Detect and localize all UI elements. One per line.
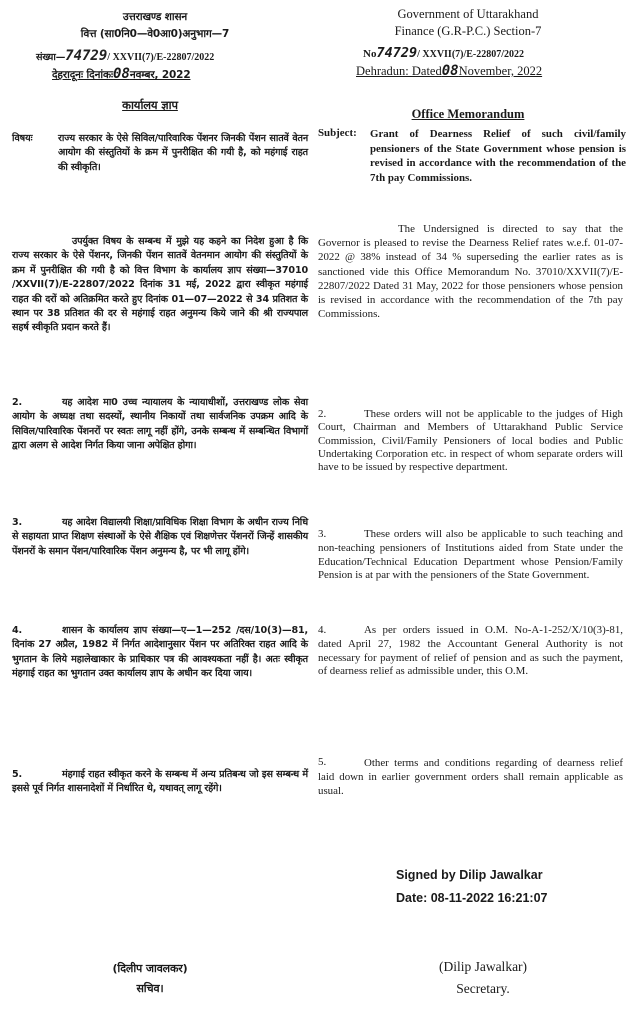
hindi-para-5: मंहगाई राहत स्वीकृत करने के सम्बन्ध में अन्य प्रतिबन्ध जो इस सम्बन्ध में इससे पूर्व निर्गत शासनादेशों में निर्धारित थे, यथावत् लागू रहेंगे। <box>12 769 308 795</box>
hindi-signatory-name: (दिलीप जावलकर) <box>112 962 188 975</box>
english-para-5: Other terms and conditions regarding of dearness relief laid down in earlier government orders shall remain applicable as usual. <box>318 757 623 797</box>
english-number-suffix: / XXVII(7)/E-22807/2022 <box>417 49 525 60</box>
english-date-suffix: November, 2022 <box>458 64 543 78</box>
english-number-handwritten: 74729 <box>376 45 418 61</box>
hindi-para-1: उपर्युक्त विषय के सम्बन्ध में मुझे यह कहने का निदेश हुआ है कि राज्य सरकार के ऐसे पेंशनर, जिनकी पेंशन सातवें वेतनमान आयोग की संस्तुतियों के क्रम में पुनरीक्षित की गयी है को वित्त विभाग के कार्यालय ज्ञाप संख्या—37010 /XXVII(7)/E-22807/2022 दिनांक 31 मई, 2022 द्वारा स्वीकृत महंगाई राहत की दरों को अतिक्रमित करते हुए दिनांक 01—07—2022 से 34 प्रतिशत के स्थान पर 38 प्रतिशत की दर से महंगाई राहत अनुमन्य किये जाने की श्री राज्यपाल सहर्ष स्वीकृति प्रदान करते हैं। <box>12 236 308 334</box>
hindi-subject-text: राज्य सरकार के ऐसे सिविल/पारिवारिक पेंशनर जिनकी पेंशन सातवें वेतन आयोग की संस्तुतियों के क्रम में पुनरीक्षित की गयी है, को महंगाई राहत की स्वीकृति। <box>58 133 308 173</box>
hindi-column <box>0 0 318 1024</box>
hindi-header-govt: उत्तराखण्ड शासन <box>122 11 188 23</box>
english-para-4-number: 4. <box>318 624 327 636</box>
hindi-para-4-number: 4. <box>12 625 23 636</box>
hindi-para-3-number: 3. <box>12 517 23 528</box>
hindi-subject-label: विषयः <box>12 133 33 144</box>
english-para-5-number: 5. <box>318 756 327 768</box>
hindi-date-line <box>52 63 302 82</box>
english-date-handwritten: 08 <box>441 63 459 79</box>
hindi-date-prefix: देहरादूनः दिनांकः <box>52 69 114 81</box>
english-para-2-number: 2. <box>318 408 327 420</box>
hindi-header-section: वित्त (सा0नि0—वे0आ0)अनुभाग—7 <box>80 28 230 40</box>
english-signatory-name: (Dilip Jawalkar) <box>438 959 528 974</box>
digital-signature-name: Signed by Dilip Jawalkar <box>396 868 543 882</box>
hindi-para-2-number: 2. <box>12 397 23 408</box>
english-para-3-number: 3. <box>318 528 327 540</box>
english-subject-text <box>370 127 626 185</box>
hindi-signatory-title: सचिव। <box>136 982 164 995</box>
hindi-para-3: यह आदेश विद्यालयी शिक्षा/प्राविधिक शिक्षा विभाग के अधीन राज्य निधि से सहायता प्राप्त शिक्षण संस्थाओं के ऐसे शैक्षिक एवं शिक्षणेत्तर पेंशनरों जिन्हें शासकीय पेंशनरों के समान पेंशन/पारिवारिक पेंशन अनुमन्य है, पर भी लागू होंगे। <box>12 517 308 557</box>
english-date-line <box>356 60 626 79</box>
english-number-line <box>363 42 633 61</box>
english-para-3: These orders will also be applicable to such teaching and non-teaching pensioners of Institutions aided from State under the Education/Technical Education Department whose Pension/Family Pension is at par with the pensioners of the State Government. <box>318 528 623 582</box>
hindi-number-handwritten: 74729 <box>65 48 108 64</box>
hindi-para-4: शासन के कार्यालय ज्ञाप संख्या—ए—1—252 /दस/10(3)—81, दिनांक 27 अप्रैल, 1982 में निर्गत आदेशानुसार पेंशन पर अतिरिक्त राहत आदि के भुगतान के लिये महालेखाकार के प्राधिकार पत्र की आवश्यकता नहीं है। अतः स्वीकृत मंहगाई राहत का भुगतान उक्त कार्यालय ज्ञाप के अधीन कर दिया जाय। <box>12 625 308 680</box>
english-subject-label: Subject: <box>318 127 357 139</box>
english-column <box>318 0 637 1024</box>
english-signatory-title: Secretary. <box>456 981 510 996</box>
english-header-section: Finance (G.R-P.C.) Section-7 <box>394 24 542 38</box>
hindi-title: कार्यालय ज्ञाप <box>122 98 178 112</box>
english-date-prefix: Dehradun: Dated <box>356 64 442 78</box>
digital-signature-date: Date: 08-11-2022 16:21:07 <box>396 891 548 905</box>
hindi-para-5-number: 5. <box>12 769 23 780</box>
hindi-number-prefix: संख्या— <box>36 52 66 63</box>
hindi-date-suffix: नवम्बर, 2022 <box>129 69 191 81</box>
english-title: Office Memorandum <box>411 107 525 121</box>
hindi-para-2: यह आदेश मा0 उच्च न्यायालय के न्यायाधीशों, उत्तराखण्ड लोक सेवा आयोग के अध्यक्ष तथा सदस्यों, स्थानीय निकायों तथा सार्वजनिक उपक्रम आदि के सिविल/पारिवारिक पेंशनरों पर स्वतः लागू नहीं होंगे, उनके सम्बन्ध में सम्बन्धित विभागों द्वारा अलग से आदेश निर्गत किया जाना अपेक्षित होगा। <box>12 397 308 452</box>
hindi-number-suffix: / XXVII(7)/E-22807/2022 <box>107 52 215 63</box>
english-header-govt: Government of Uttarakhand <box>397 7 539 21</box>
english-para-4: As per orders issued in O.M. No-A-1-252/X/10(3)-81, dated April 27, 1982 the Accountant General Authority is not necessary for payment of relief of pension and as such the payment, of dearness relief as admissible under, this O.M. <box>318 624 623 678</box>
english-para-2: These orders will not be applicable to the judges of High Court, Chairman and Members of Uttarakhand Public Service Commission, Civil/Family Pensioners of local bodies and Public Undertaking Corporation etc. in respect of whom separate orders will have to be issued by respective department. <box>318 408 623 474</box>
english-number-prefix: No <box>363 48 377 60</box>
hindi-date-handwritten: 08 <box>113 66 130 82</box>
english-subject-text-body: Grant of Dearness Relief of such civil/family pensioners of the State Government whose pension is revised in accordance with the recommendation of the 7th pay Commissions. <box>370 128 626 184</box>
english-para-1: The Undersigned is directed to say that the Governor is pleased to revise the Dearness Relief rates w.e.f. 01-07-2022 @ 38% instead of 34 % superseding the earlier rates as is sanctioned vide this Office Memorandum No. 37010/XXVII(7)/E-22807/2022 Dated 31 May, 2022 for those pensioners whose pension is revised in accordance with the recommendation of the 7th pay Commissions. <box>318 223 623 321</box>
